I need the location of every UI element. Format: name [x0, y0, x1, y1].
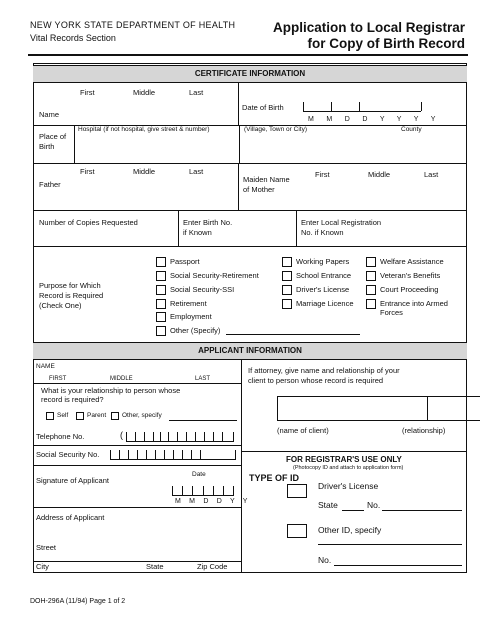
registrar-state-label: State — [318, 500, 338, 510]
school-entrance-label: School Entrance — [296, 271, 352, 280]
certificate-section-header: CERTIFICATE INFORMATION — [33, 65, 467, 83]
type-of-id-label: TYPE OF ID — [249, 473, 300, 483]
other-id-label: Other ID, specify — [318, 525, 382, 535]
other-id-no-label: No. — [318, 555, 332, 565]
veterans-checkbox[interactable] — [366, 271, 376, 281]
other-purpose-checkbox[interactable] — [156, 326, 166, 336]
other-relationship-field[interactable] — [169, 420, 237, 421]
applicant-last-label: LAST — [195, 376, 211, 382]
relationship-question-2: record is required? — [41, 395, 104, 404]
armed-forces-label-2: Forces — [380, 308, 403, 317]
divider — [33, 507, 241, 508]
client-name-field[interactable] — [277, 396, 428, 421]
divider — [33, 465, 241, 466]
other-id-no-field[interactable] — [334, 565, 462, 566]
form-title-line2: for Copy of Birth Record — [307, 36, 465, 51]
divider — [238, 163, 239, 210]
self-checkbox[interactable] — [46, 412, 54, 420]
ssn-label: Social Security No. — [36, 450, 100, 459]
applicant-middle-label: MIDDLE — [110, 376, 133, 382]
father-name-field[interactable] — [78, 178, 236, 206]
other-id-box[interactable] — [287, 524, 307, 538]
retirement-checkbox[interactable] — [156, 299, 166, 309]
relationship-question: What is your relationship to person whose — [41, 386, 181, 395]
form-title-line1: Application to Local Registrar — [272, 20, 465, 35]
mother-middle-label: Middle — [368, 170, 391, 179]
drivers-license-checkbox[interactable] — [282, 285, 292, 295]
retirement-label: Retirement — [170, 299, 207, 308]
marriage-licence-label: Marriage Licence — [296, 299, 354, 308]
welfare-checkbox[interactable] — [366, 257, 376, 267]
name-first-label: First — [80, 88, 95, 97]
registration-no-label-2: No. if Known — [301, 228, 344, 237]
signature-label: Signature of Applicant — [36, 476, 109, 485]
section-name: Vital Records Section — [30, 33, 116, 43]
village-label: (Village, Town or City) — [244, 126, 307, 133]
dob-field[interactable] — [303, 100, 423, 112]
other-id-field[interactable] — [318, 544, 462, 545]
working-papers-label: Working Papers — [296, 257, 350, 266]
divider — [241, 451, 467, 452]
court-checkbox[interactable] — [366, 285, 376, 295]
registration-no-label: Enter Local Registration — [301, 218, 382, 227]
divider — [178, 210, 179, 246]
divider — [33, 246, 467, 247]
date-format: M M D D Y Y — [175, 498, 251, 505]
registrar-drivers-license-label: Driver's License — [318, 481, 379, 491]
client-relationship-field[interactable] — [427, 396, 480, 421]
hospital-label: Hospital (if not hospital, give street & number) — [78, 126, 210, 133]
name-label: Name — [39, 110, 60, 119]
applicant-first-label: FIRST — [49, 376, 67, 382]
mother-first-label: First — [315, 170, 330, 179]
drivers-license-label: Driver's License — [296, 285, 350, 294]
self-label: Self — [57, 412, 69, 419]
passport-checkbox[interactable] — [156, 257, 166, 267]
divider — [239, 125, 240, 163]
dob-format: M M D D Y Y Y Y — [308, 116, 441, 123]
maiden-name-label-2: of Mother — [243, 185, 275, 194]
name-middle-label: Middle — [133, 88, 156, 97]
father-middle-label: Middle — [133, 167, 156, 176]
registrar-license-no-field[interactable] — [382, 510, 462, 511]
welfare-label: Welfare Assistance — [380, 257, 444, 266]
divider — [241, 360, 242, 573]
address-label: Address of Applicant — [36, 513, 105, 522]
father-first-label: First — [80, 167, 95, 176]
employment-label: Employment — [170, 312, 212, 321]
registrar-state-field[interactable] — [342, 510, 364, 511]
registrar-title: FOR REGISTRAR'S USE ONLY — [286, 455, 402, 464]
ss-ssi-label: Social Security-SSI — [170, 285, 235, 294]
registrar-note: (Photocopy ID and attach to application form) — [293, 465, 404, 471]
street-label: Street — [36, 543, 57, 552]
client-name-label: (name of client) — [277, 426, 329, 435]
other-purpose-field[interactable] — [226, 334, 360, 335]
passport-label: Passport — [170, 257, 200, 266]
registration-no-field[interactable] — [390, 214, 464, 242]
zip-label: Zip Code — [197, 562, 228, 571]
working-papers-checkbox[interactable] — [282, 257, 292, 267]
father-last-label: Last — [189, 167, 204, 176]
birth-no-field[interactable] — [245, 214, 293, 242]
parent-label: Parent — [87, 412, 107, 419]
copies-label: Number of Copies Requested — [39, 218, 138, 227]
state-label: State — [146, 562, 164, 571]
father-label: Father — [39, 180, 61, 189]
purpose-label-3: (Check One) — [39, 301, 82, 310]
date-label: Date — [192, 471, 206, 478]
purpose-label: Purpose for Which — [39, 281, 101, 290]
telephone-paren-open: ( — [120, 430, 123, 440]
divider — [74, 125, 75, 163]
drivers-license-id-box[interactable] — [287, 484, 307, 498]
divider — [33, 383, 241, 384]
school-entrance-checkbox[interactable] — [282, 271, 292, 281]
signature-field[interactable] — [38, 486, 168, 502]
copies-field[interactable] — [155, 214, 175, 242]
place-of-birth-label-2: Birth — [39, 142, 55, 151]
department-name: NEW YORK STATE DEPARTMENT OF HEALTH — [30, 20, 236, 30]
ss-retirement-label: Social Security-Retirement — [170, 271, 259, 280]
applicant-name-field[interactable] — [38, 363, 238, 375]
veterans-label: Veteran's Benefits — [380, 271, 441, 280]
signature-date-field[interactable] — [172, 484, 236, 496]
address-field[interactable] — [38, 524, 236, 540]
mother-last-label: Last — [424, 170, 439, 179]
maiden-name-label: Maiden Name — [243, 175, 290, 184]
divider — [296, 210, 297, 246]
birth-no-label: Enter Birth No. — [183, 218, 233, 227]
other-relationship-label: Other, specify — [122, 412, 162, 419]
hospital-field[interactable] — [76, 137, 237, 161]
armed-forces-label: Entrance into Armed — [380, 299, 448, 308]
registrar-no-label: No. — [367, 500, 381, 510]
birth-no-label-2: if Known — [183, 228, 212, 237]
purpose-label-2: Record is Required — [39, 291, 104, 300]
attorney-instruction: If attorney, give name and relationship of your — [248, 366, 400, 375]
name-last-label: Last — [189, 88, 204, 97]
marriage-licence-checkbox[interactable] — [282, 299, 292, 309]
divider — [33, 445, 241, 446]
divider — [33, 210, 467, 211]
divider — [33, 163, 467, 164]
dob-label: Date of Birth — [242, 103, 284, 112]
telephone-field[interactable] — [126, 430, 236, 442]
street-field[interactable] — [38, 548, 236, 560]
relationship-label: (relationship) — [402, 426, 446, 435]
place-of-birth-label: Place of — [39, 132, 67, 141]
telephone-label: Telephone No. — [36, 432, 85, 441]
mother-maiden-name-field[interactable] — [300, 181, 464, 207]
applicant-section-header: APPLICANT INFORMATION — [33, 342, 467, 360]
form-id: DOH-296A (11/94) Page 1 of 2 — [30, 598, 126, 605]
armed-forces-checkbox[interactable] — [366, 299, 376, 309]
court-label: Court Proceeding — [380, 285, 439, 294]
county-label: County — [401, 126, 422, 133]
ss-ssi-checkbox[interactable] — [156, 285, 166, 295]
other-relationship-checkbox[interactable] — [111, 412, 119, 420]
village-county-field[interactable] — [242, 137, 464, 161]
divider — [238, 83, 239, 125]
parent-checkbox[interactable] — [76, 412, 84, 420]
ssn-field[interactable] — [110, 448, 238, 460]
employment-checkbox[interactable] — [156, 312, 166, 322]
applicant-name-label: NAME — [36, 363, 55, 370]
attorney-instruction-2: client to person whose record is required — [248, 376, 384, 385]
other-purpose-label: Other (Specify) — [170, 326, 221, 335]
ss-retirement-checkbox[interactable] — [156, 271, 166, 281]
header-rule — [28, 54, 468, 56]
registrant-name-field[interactable] — [78, 101, 236, 123]
city-label: City — [36, 562, 49, 571]
